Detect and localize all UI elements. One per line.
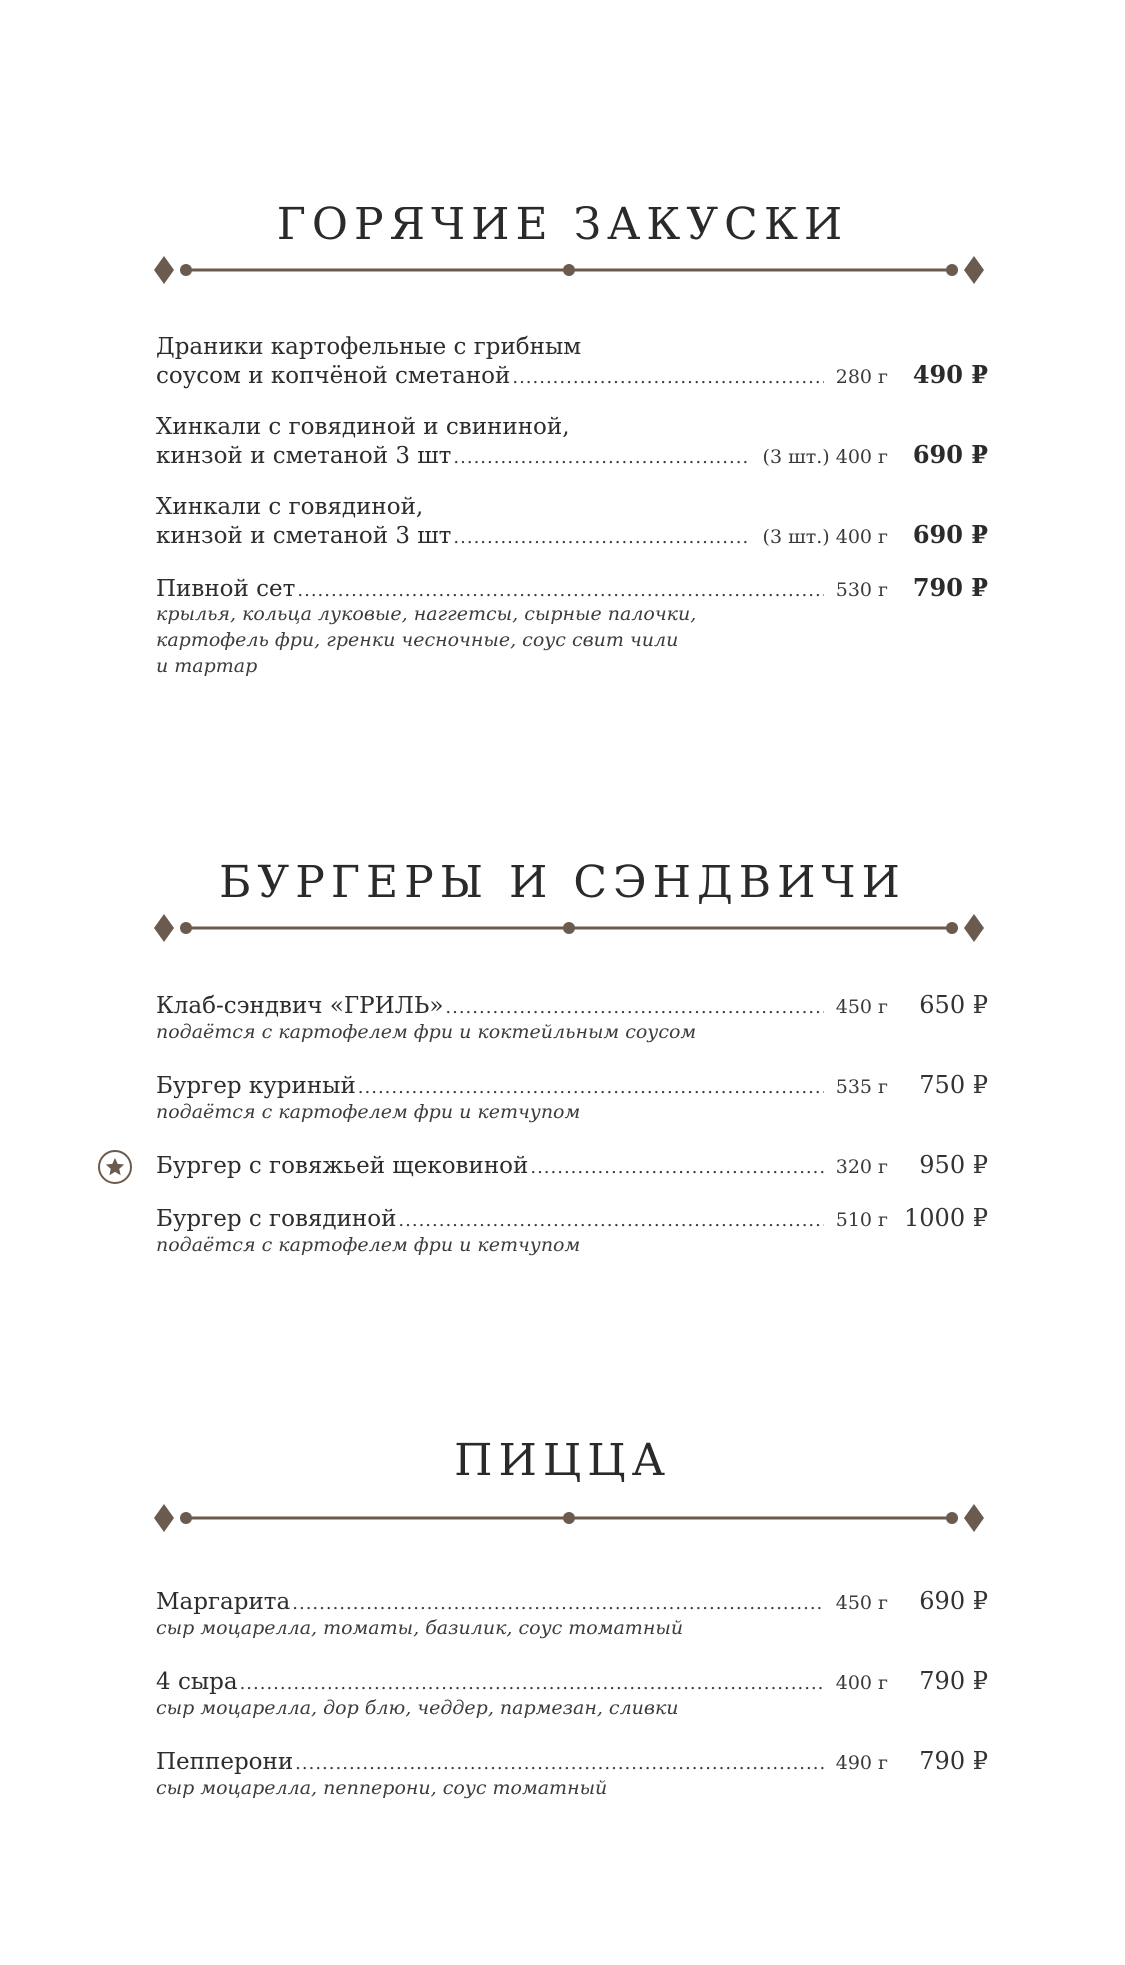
item-description: картофель фри, гренки чесночные, соус свит чили (156, 629, 679, 651)
item-description: и тартар (156, 655, 258, 677)
item-price: 690 ₽ (912, 440, 988, 469)
ornament-divider-icon (150, 250, 988, 290)
leader-dots (240, 1670, 824, 1697)
menu-item (156, 1748, 988, 1801)
menu-item (156, 494, 988, 548)
item-weight: 510 г (835, 1209, 888, 1231)
section-title-burgers: БУРГЕРЫ И СЭНДВИЧИ (219, 856, 906, 908)
item-description: подаётся с картофелем фри и коктейльным соусом (156, 1021, 697, 1043)
item-weight: 535 г (835, 1076, 888, 1098)
item-name: Драники картофельные с грибным (156, 334, 582, 360)
leader-dots (297, 577, 823, 604)
menu-item (156, 1205, 988, 1258)
item-price: 490 ₽ (912, 360, 988, 389)
item-name: Пепперони (156, 1749, 294, 1775)
menu-item (156, 574, 988, 679)
item-name: Бургер куриный (156, 1073, 356, 1099)
item-price: 690 ₽ (919, 1587, 988, 1615)
item-description: подаётся с картофелем фри и кетчупом (156, 1234, 581, 1256)
item-weight: 450 г (835, 996, 888, 1018)
item-name: Хинкали с говядиной и свининой, (156, 414, 570, 440)
item-weight: 400 г (835, 1672, 888, 1694)
leader-dots (445, 994, 823, 1021)
item-name: Бургер с говяжьей щековиной (156, 1153, 529, 1179)
item-description: крылья, кольца луковые, наггетсы, сырные палочки, (156, 603, 697, 625)
item-weight: 280 г (835, 366, 888, 388)
menu-item (156, 334, 988, 388)
ornament-divider-icon (150, 908, 988, 948)
item-price: 1000 ₽ (904, 1204, 988, 1232)
item-weight: 530 г (835, 579, 888, 601)
ornament-divider-icon (150, 1498, 988, 1538)
item-name: кинзой и сметаной 3 шт (156, 523, 452, 549)
item-description: сыр моцарелла, дор блю, чеддер, пармезан, сливки (156, 1697, 679, 1719)
item-weight: (3 шт.) 400 г (762, 526, 888, 548)
leader-dots (358, 1074, 824, 1101)
item-name: Маргарита (156, 1589, 291, 1615)
menu-item (156, 1588, 988, 1641)
item-price: 950 ₽ (919, 1151, 988, 1179)
section-title-hot-appetizers: ГОРЯЧИЕ ЗАКУСКИ (276, 198, 849, 250)
item-price: 650 ₽ (919, 991, 988, 1019)
item-weight: (3 шт.) 400 г (762, 446, 888, 468)
item-price: 790 ₽ (919, 1747, 988, 1775)
item-name: Бургер с говядиной (156, 1206, 397, 1232)
item-name: Пивной сет (156, 576, 296, 602)
menu-item (156, 1072, 988, 1125)
leader-dots (453, 444, 750, 471)
item-price: 750 ₽ (919, 1071, 988, 1099)
menu-item (156, 1152, 988, 1179)
item-description: подаётся с картофелем фри и кетчупом (156, 1101, 581, 1123)
item-description: сыр моцарелла, пепперони, соус томатный (156, 1777, 608, 1799)
item-price: 690 ₽ (912, 520, 988, 549)
item-name: Хинкали с говядиной, (156, 494, 424, 520)
item-name: Клаб-сэндвич «ГРИЛЬ» (156, 993, 444, 1019)
section-title-pizza: ПИЦЦА (454, 1434, 671, 1486)
item-weight: 320 г (835, 1156, 888, 1178)
item-description: сыр моцарелла, томаты, базилик, соус томатный (156, 1617, 684, 1639)
item-name: соусом и копчёной сметаной (156, 363, 511, 389)
menu-item (156, 1668, 988, 1721)
menu-item (156, 992, 988, 1045)
item-name: 4 сыра (156, 1669, 238, 1695)
leader-dots (453, 524, 750, 551)
item-weight: 450 г (835, 1592, 888, 1614)
leader-dots (292, 1590, 823, 1617)
leader-dots (530, 1154, 823, 1181)
leader-dots (295, 1750, 824, 1777)
item-price: 790 ₽ (919, 1667, 988, 1695)
item-price: 790 ₽ (912, 573, 988, 602)
star-icon (98, 1150, 132, 1184)
menu-item (156, 414, 988, 468)
leader-dots (512, 364, 823, 391)
item-name: кинзой и сметаной 3 шт (156, 443, 452, 469)
item-weight: 490 г (835, 1752, 888, 1774)
leader-dots (398, 1207, 823, 1234)
